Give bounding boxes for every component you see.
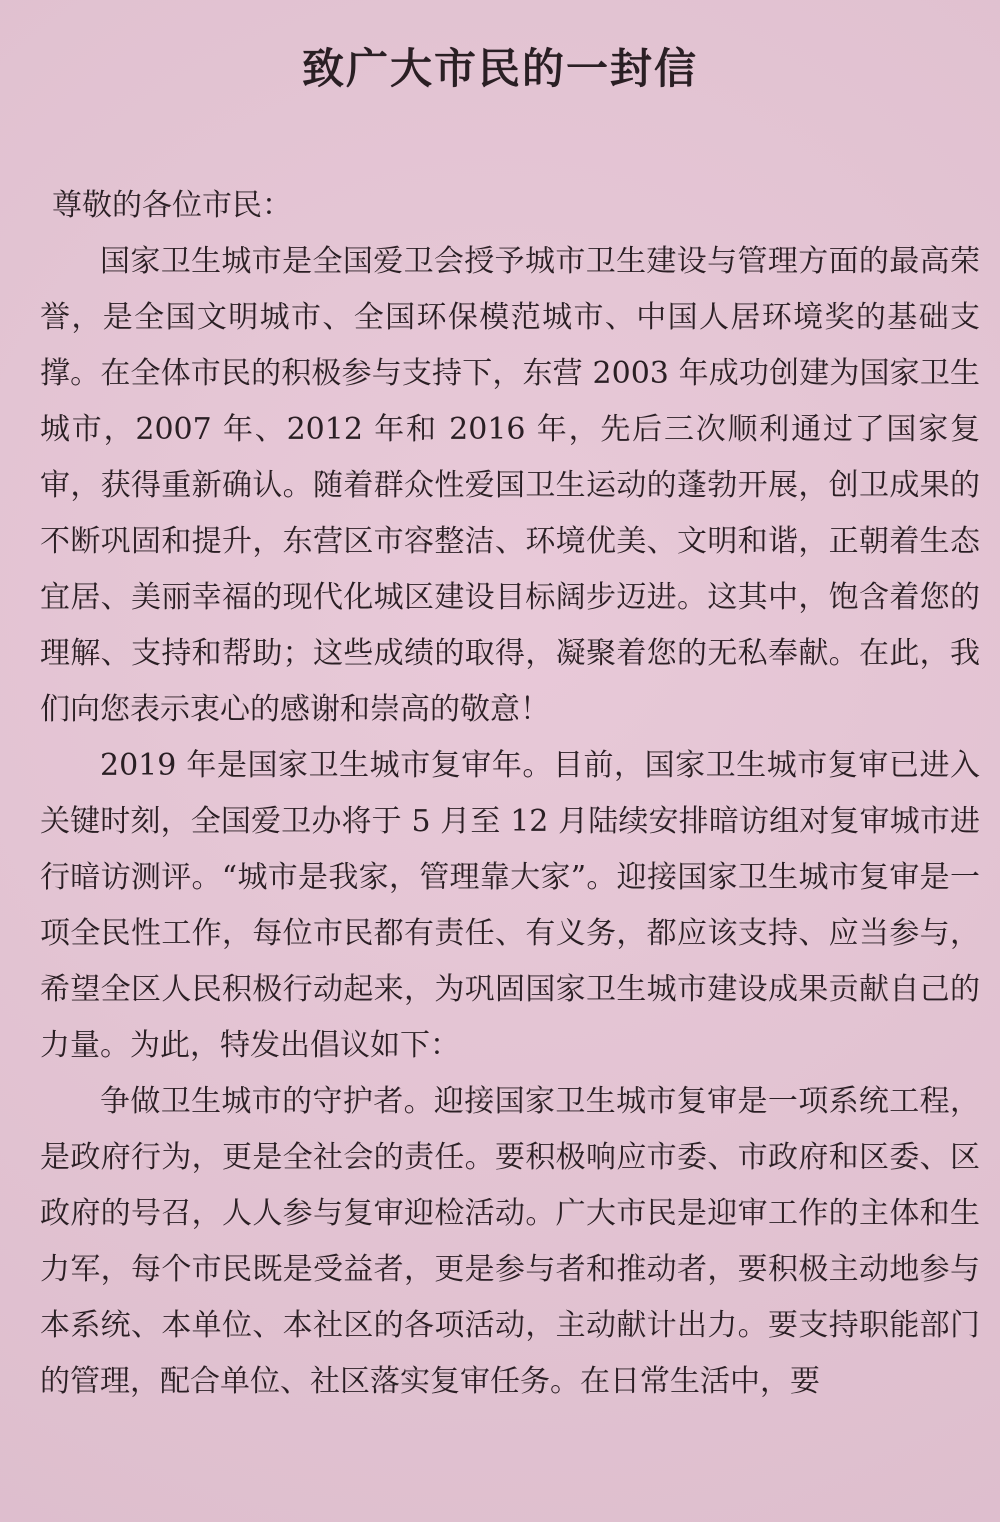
paragraph-2: 2019 年是国家卫生城市复审年。目前，国家卫生城市复审已进入关键时刻，全国爱卫办将于 5 月至 12 月陆续安排暗访组对复审城市进行暗访测评。“城市是我家，管理靠大家”。迎接国家卫生城市复审是一项全民性工作，每位市民都有责任、有义务，都应该支持、应当参与，希望全区人民积极行动起来，为巩固国家卫生城市建设成果贡献自己的力量。为此，特发出倡议如下： bbox=[40, 748, 980, 1063]
salutation: 尊敬的各位市民： bbox=[52, 188, 292, 223]
paragraph-1: 国家卫生城市是全国爱卫会授予城市卫生建设与管理方面的最高荣誉，是全国文明城市、全国环保模范城市、中国人居环境奖的基础支撑。在全体市民的积极参与支持下，东营 2003 年成功创建为国家卫生城市，2007 年、2012 年和 2016 年，先后三次顺利通过了国家复审，获得重新确认。随着群众性爱国卫生运动的蓬勃开展，创卫成果的不断巩固和提升，东营区市容整洁、环境优美、文明和谐，正朝着生态宜居、美丽幸福的现代化城区建设目标阔步迈进。这其中，饱含着您的理解、支持和帮助；这些成绩的取得，凝聚着您的无私奉献。在此，我们向您表示衷心的感谢和崇高的敬意！ bbox=[40, 244, 980, 727]
paragraph-3: 争做卫生城市的守护者。迎接国家卫生城市复审是一项系统工程，是政府行为，更是全社会的责任。要积极响应市委、市政府和区委、区政府的号召，人人参与复审迎检活动。广大市民是迎审工作的主体和生力军，每个市民既是受益者，更是参与者和推动者，要积极主动地参与本系统、本单位、本社区的各项活动，主动献计出力。要支持职能部门的管理，配合单位、社区落实复审任务。在日常生活中，要 bbox=[40, 1084, 980, 1399]
letter-title: 致广大市民的一封信 bbox=[301, 44, 698, 93]
letter-body bbox=[40, 178, 980, 1410]
